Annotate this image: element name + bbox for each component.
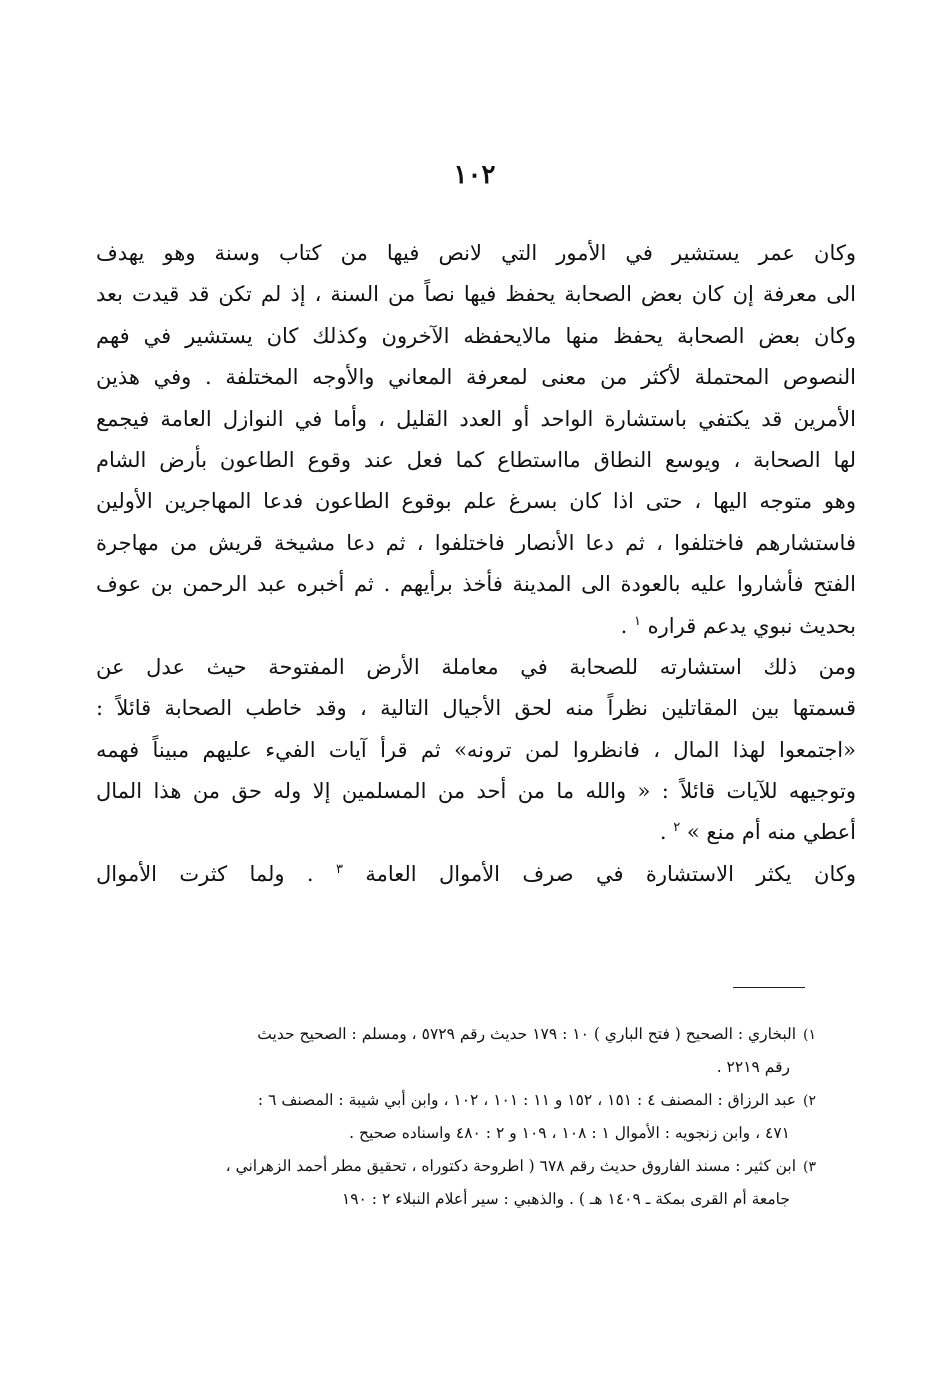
footnote-text: عبد الرزاق : المصنف ٤ : ١٥١ ، ١٥٢ و ١١ : ١٠١ ، ١٠٢ ، وابن أبي شيبة : المصنف ٦ :: [257, 1091, 797, 1109]
footnote-marker: ٣): [803, 1159, 816, 1175]
text-line: وكان بعض الصحابة يحفظ منها مالايحفظه الآخرون وكذلك كان يستشير في فهم: [96, 323, 856, 348]
text-line: الأمرين قد يكتفي باستشارة الواحد أو العدد القليل ، وأما في النوازل العامة فيجمع: [96, 406, 856, 431]
footnote-line: جامعة أم القرى بمكة ـ ١٤٠٩ هـ ) . والذهبي : سير أعلام النبلاء ٢ : ١٩٠: [341, 1190, 790, 1208]
footnote-text: البخاري : الصحيح ( فتح الباري ) ١٠ : ١٧٩ حديث رقم ٥٧٢٩ ، ومسلم : الصحيح حديث: [257, 1025, 797, 1043]
text-line: الفتح فأشاروا عليه بالعودة الى المدينة فأخذ برأيهم . ثم أخبره عبد الرحمن بن عوف: [96, 572, 856, 597]
text-line: [96, 854, 856, 895]
footnotes: [128, 1018, 816, 1216]
footnote-ref: ١: [633, 613, 641, 629]
footnote-number: ٣: [808, 1159, 816, 1175]
main-text: [96, 233, 856, 895]
text-span: أعطي منه أم منع »: [686, 820, 856, 845]
text-line: بحديث نبوي يدعم قراره $^١$ .: [620, 613, 856, 638]
footnote-marker: ١): [803, 1027, 816, 1043]
footnote-line: [128, 1150, 816, 1183]
text-span: بحديث نبوي يدعم قراره: [647, 613, 856, 638]
footnote-number: ٢: [808, 1093, 816, 1109]
page-number: ١٠٢: [453, 160, 496, 190]
footnote-text: ابن كثير : مسند الفاروق حديث رقم ٦٧٨ ( اطروحة دكتوراه ، تحقيق مطر أحمد الزهراني ،: [225, 1157, 797, 1175]
footnote-ref: ٣: [335, 861, 343, 877]
footnote-number: ١: [808, 1027, 816, 1043]
text-line: ومن ذلك استشارته للصحابة في معاملة الأرض المفتوحة حيث عدل عن: [96, 654, 856, 679]
footnote-line: ٤٧١ ، وابن زنجويه : الأموال ١ : ١٠٨ ، ١٠٩ و ٢ : ٤٨٠ واسناده صحيح .: [349, 1124, 790, 1142]
text-line: قسمتها بين المقاتلين نظراً منه لحق الأجيال التالية ، وقد خاطب الصحابة قائلاً :: [96, 696, 856, 721]
text-line: النصوص المحتملة لأكثر من معنى لمعرفة المعاني والأوجه المختلفة . وفي هذين: [96, 365, 856, 390]
text-span: . ولما كثرت الأموال: [96, 861, 314, 886]
footnote-line: رقم ٢٢١٩ .: [716, 1058, 790, 1076]
text-line: وتوجيهه للآيات قائلاً : « والله ما من أحد من المسلمين إلا وله حق من هذا المال: [96, 779, 856, 804]
text-line: وكان عمر يستشير في الأمور التي لانص فيها من كتاب وسنة وهو يهدف: [96, 241, 856, 265]
text-line: أعطي منه أم منع » $^٢$ .: [659, 820, 856, 845]
text-line: «اجتمعوا لهذا المال ، فانظروا لمن ترونه» ثم قرأ آيات الفيء عليهم مبيناً فهمه: [96, 737, 856, 762]
footnote-line: [128, 1084, 816, 1117]
footnote-line: [128, 1018, 816, 1051]
footnote-separator: [733, 987, 805, 988]
text-line: لها الصحابة ، ويوسع النطاق مااستطاع كما فعل عند وقوع الطاعون بأرض الشام: [96, 447, 856, 472]
footnote-marker: ٢): [803, 1093, 816, 1109]
text-span: وكان يكثر الاستشارة في صرف الأموال العامة: [365, 861, 856, 886]
footnote-ref: ٢: [673, 820, 681, 836]
text-line: الى معرفة إن كان بعض الصحابة يحفظ فيها نصاً من السنة ، إذ لم تكن قد قيدت بعد: [96, 282, 856, 307]
text-line: فاستشارهم فاختلفوا ، ثم دعا الأنصار فاختلفوا ، ثم دعا مشيخة قريش من مهاجرة: [96, 530, 856, 555]
text-line: وهو متوجه اليها ، حتى اذا كان بسرغ علم بوقوع الطاعون فدعا المهاجرين الأولين: [96, 489, 856, 514]
